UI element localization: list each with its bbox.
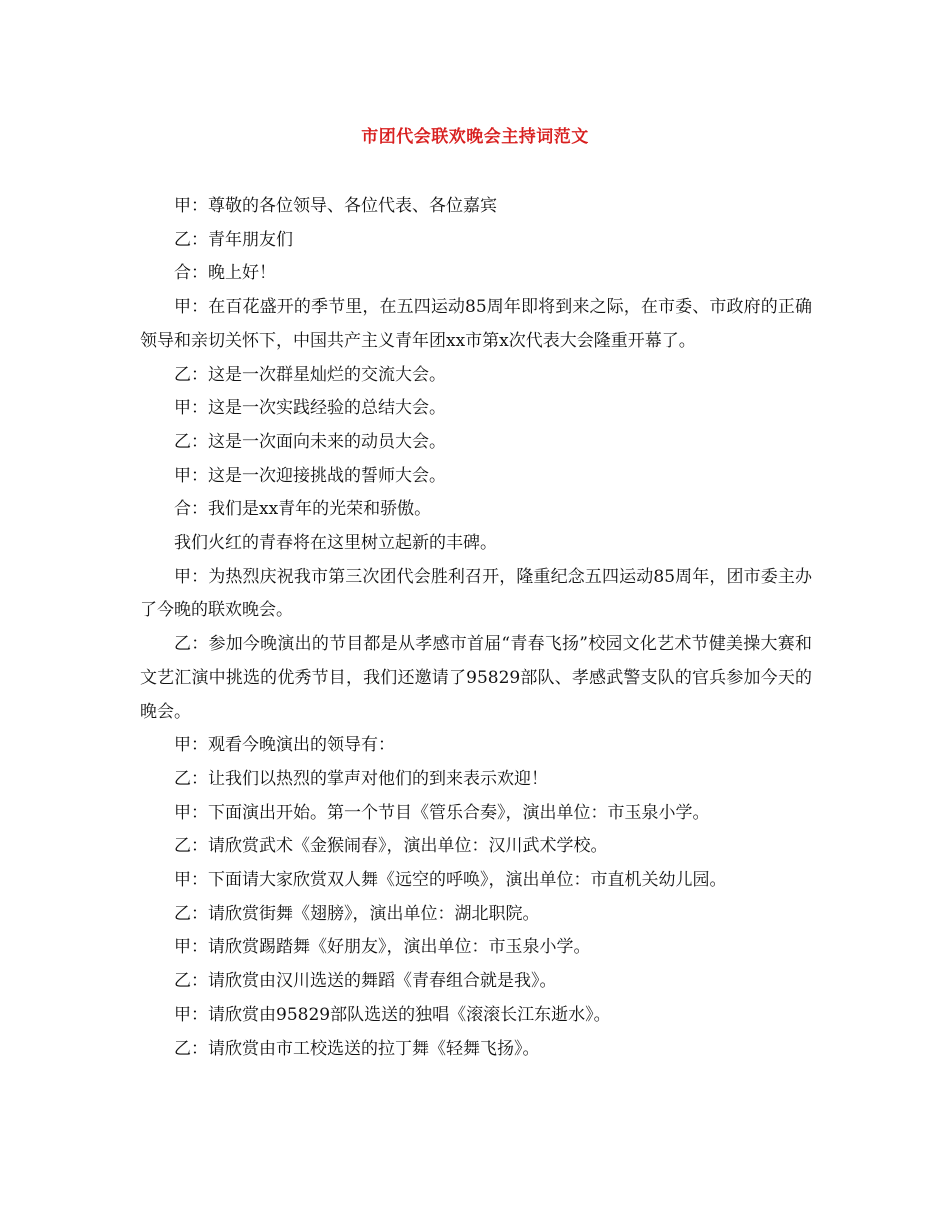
paragraph: 甲：尊敬的各位领导、各位代表、各位嘉宾 [174,196,497,216]
paragraph: 我们火红的青春将在这里树立起新的丰碑。 [174,533,497,554]
paragraph: 甲：这是一次迎接挑战的誓师大会。 [174,465,446,486]
paragraph: 甲：观看今晚演出的领导有： [174,735,395,756]
paragraph: 甲：请欣赏由95829部队选送的独唱《滚滚长江东逝水》。 [174,1004,611,1025]
paragraph: 甲：下面演出开始。第一个节目《管乐合奏》，演出单位：市玉泉小学。 [174,802,710,823]
paragraph: 乙：请欣赏街舞《翅膀》，演出单位：湖北职院。 [174,903,540,924]
paragraph: 合：晚上好！ [174,263,276,284]
paragraph: 乙：参加今晚演出的节目都是从孝感市首届“青春飞扬”校园文化艺术节健美操大赛和文艺汇演中挑选的优秀节目，我们还邀请了95829部队、孝感武警支队的官兵参加今天的晚会。 [140,634,812,722]
paragraph: 合：我们是xx青年的光荣和骄傲。 [174,499,432,520]
document-body [140,190,812,1066]
paragraph: 甲：为热烈庆祝我市第三次团代会胜利召开，隆重纪念五四运动85周年，团市委主办了今晚的联欢晚会。 [140,566,812,621]
paragraph: 甲：这是一次实践经验的总结大会。 [174,398,446,419]
paragraph: 乙：让我们以热烈的掌声对他们的到来表示欢迎！ [174,768,548,789]
paragraph: 乙：这是一次群星灿烂的交流大会。 [174,364,446,385]
paragraph: 乙：青年朋友们 [174,229,293,250]
paragraph: 乙：这是一次面向未来的动员大会。 [174,431,446,452]
paragraph: 甲：请欣赏踢踏舞《好朋友》，演出单位：市玉泉小学。 [174,937,591,958]
paragraph: 乙：请欣赏武术《金猴闹春》，演出单位：汉川武术学校。 [174,836,608,857]
document-title: 市团代会联欢晚会主持词范文 [361,127,589,147]
paragraph: 甲：在百花盛开的季节里，在五四运动85周年即将到来之际，在市委、市政府的正确领导和亲切关怀下，中国共产主义青年团xx市第x次代表大会隆重开幕了。 [140,297,812,351]
paragraph: 乙：请欣赏由汉川选送的舞蹈《青春组合就是我》。 [174,971,557,992]
paragraph: 乙：请欣赏由市工校选送的拉丁舞《轻舞飞扬》。 [174,1038,540,1059]
paragraph: 甲：下面请大家欣赏双人舞《远空的呼唤》，演出单位：市直机关幼儿园。 [174,870,727,891]
